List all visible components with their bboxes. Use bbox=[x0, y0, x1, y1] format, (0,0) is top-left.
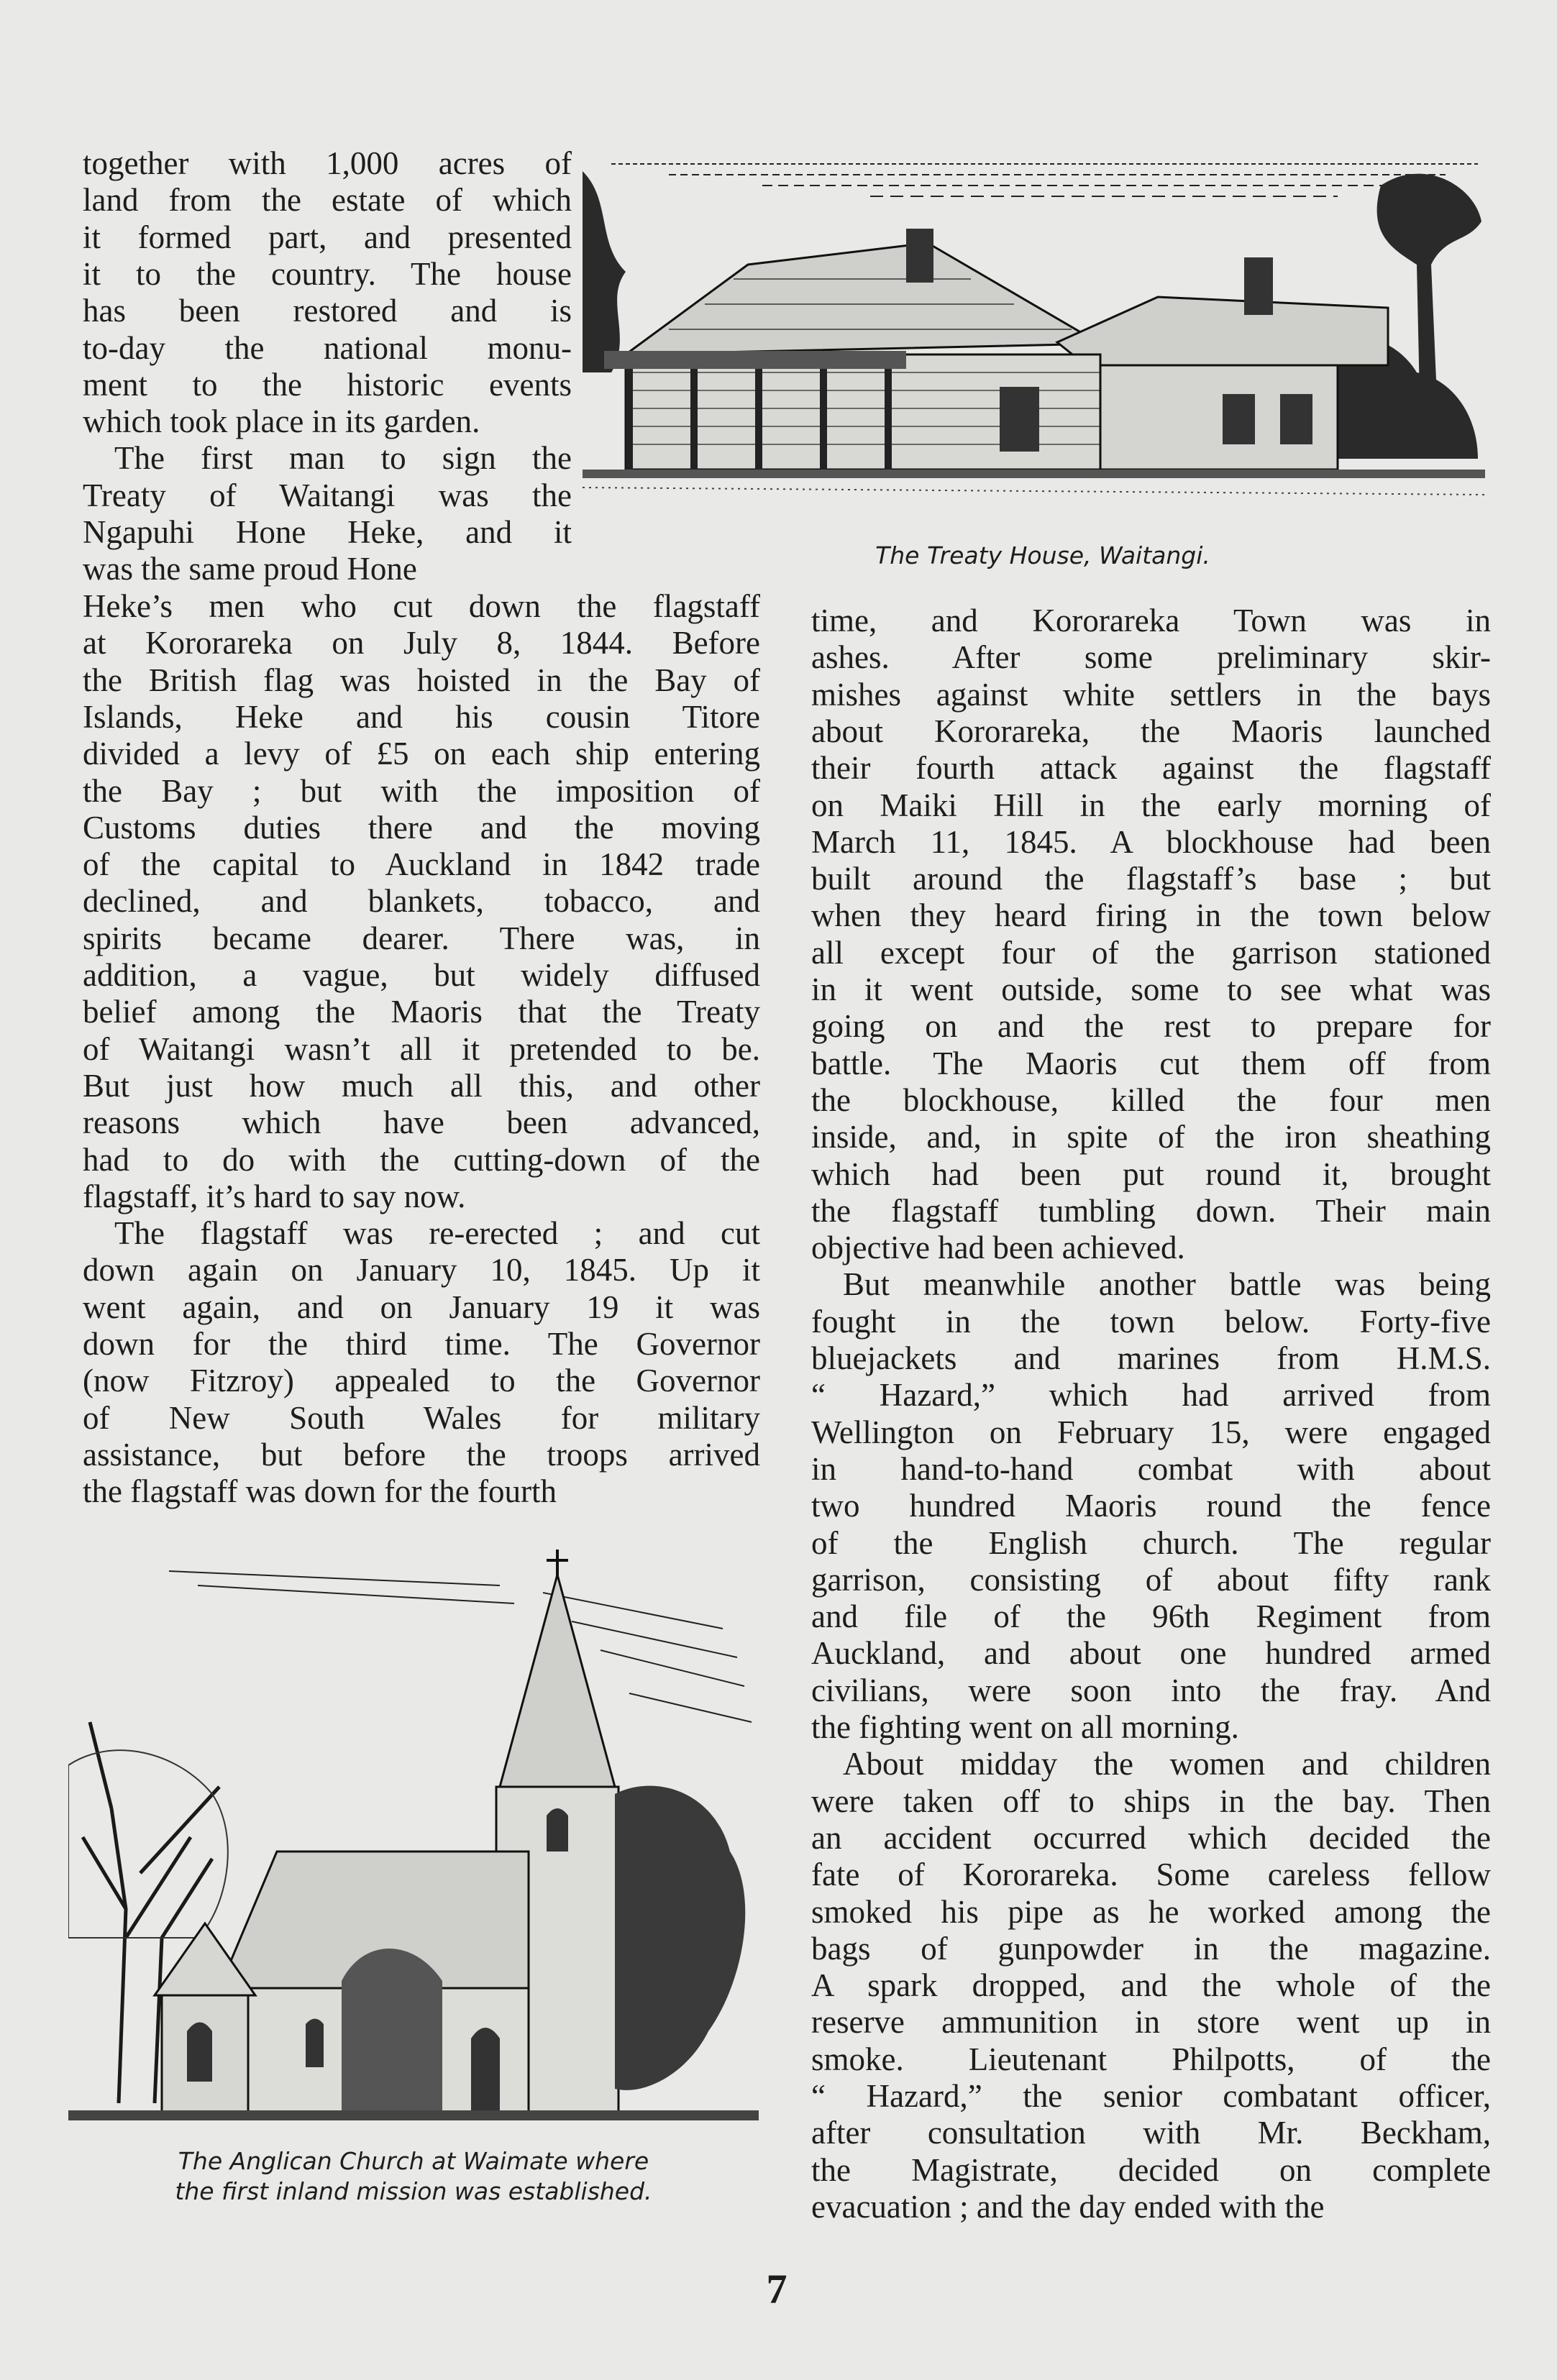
column-2-line: built around the flagstaff’s base ; but bbox=[811, 861, 1491, 897]
column-1-line: spirits became dearer. There was, in bbox=[83, 920, 760, 956]
column-1-line: But just how much all this, and other bbox=[83, 1067, 760, 1104]
column-1-line: reasons which have been advanced, bbox=[83, 1104, 760, 1141]
column-1-top-line: it to the country. The house bbox=[83, 255, 572, 292]
church-caption-line-2: the first inland mission was established. bbox=[175, 2177, 652, 2205]
column-2-line: an accident occurred which decided the bbox=[811, 1819, 1491, 1856]
column-1-line: The flagstaff was re-erected ; and cut bbox=[114, 1215, 760, 1252]
column-1-top-line: was the same proud Hone bbox=[83, 551, 417, 587]
column-1-line: went again, and on January 19 it was bbox=[83, 1289, 760, 1325]
column-2-line: battle. The Maoris cut them off from bbox=[811, 1045, 1491, 1081]
column-2-line: in hand-to-hand combat with about bbox=[811, 1450, 1491, 1487]
column-2-line: on Maiki Hill in the early morning of bbox=[811, 787, 1491, 823]
column-2-line: inside, and, in spite of the iron sheathing bbox=[811, 1119, 1491, 1155]
column-1-top-line: it formed part, and presented bbox=[83, 219, 572, 255]
column-1-top-line: ment to the historic events bbox=[83, 366, 572, 403]
column-1-line: addition, a vague, but widely diffused bbox=[83, 957, 760, 993]
column-2-line: garrison, consisting of about fifty rank bbox=[811, 1561, 1491, 1598]
column-1-line: Customs duties there and the moving bbox=[83, 809, 760, 846]
column-1-line: the British flag was hoisted in the Bay of bbox=[83, 662, 760, 698]
column-2-line: ashes. After some preliminary skir- bbox=[811, 639, 1491, 676]
column-2-line: fate of Kororareka. Some careless fellow bbox=[811, 1857, 1491, 1893]
column-1-line: of New South Wales for military bbox=[83, 1399, 760, 1436]
page-number: 7 bbox=[766, 2266, 787, 2312]
column-1-top-line: which took place in its garden. bbox=[83, 403, 480, 440]
column-2-line: were taken off to ships in the bay. Then bbox=[811, 1782, 1491, 1819]
column-2-line: and file of the 96th Regiment from bbox=[811, 1598, 1491, 1635]
column-1-line: at Kororareka on July 8, 1844. Before bbox=[83, 625, 760, 662]
column-2-line: the flagstaff tumbling down. Their main bbox=[811, 1192, 1491, 1229]
column-2-line: “ Hazard,” which had arrived from bbox=[811, 1377, 1491, 1414]
column-1-top-line: to-day the national monu- bbox=[83, 329, 572, 366]
column-2-line: mishes against white settlers in the bays bbox=[811, 676, 1491, 713]
column-1-top-line: Ngapuhi Hone Heke, and it bbox=[83, 514, 572, 550]
column-1-line: (now Fitzroy) appealed to the Governor bbox=[83, 1363, 760, 1399]
column-2-line: March 11, 1845. A blockhouse had been bbox=[811, 823, 1491, 860]
column-1-line: assistance, but before the troops arrived bbox=[83, 1436, 760, 1473]
column-2-line: fought in the town below. Forty-five bbox=[811, 1303, 1491, 1340]
column-2-line: Wellington on February 15, were engaged bbox=[811, 1414, 1491, 1450]
column-2-line: the Magistrate, decided on complete bbox=[811, 2151, 1491, 2188]
church-caption-line-1: The Anglican Church at Waimate where bbox=[178, 2147, 649, 2175]
column-1-line: down for the third time. The Governor bbox=[83, 1326, 760, 1362]
column-2-line: of the English church. The regular bbox=[811, 1524, 1491, 1561]
column-2-line: which had been put round it, brought bbox=[811, 1155, 1491, 1192]
column-1-line: Islands, Heke and his cousin Titore bbox=[83, 698, 760, 735]
column-2-line: evacuation ; and the day ended with the bbox=[811, 2188, 1325, 2225]
column-2-line: all except four of the garrison stationed bbox=[811, 934, 1491, 971]
column-1-line: divided a levy of £5 on each ship entering bbox=[83, 736, 760, 772]
column-2-line: the blockhouse, killed the four men bbox=[811, 1081, 1491, 1118]
column-1-line: of Waitangi wasn’t all it pretended to be. bbox=[83, 1030, 760, 1067]
waimate-church-illustration bbox=[68, 1535, 759, 2125]
column-1-line: declined, and blankets, tobacco, and bbox=[83, 883, 760, 920]
column-2-line: in it went outside, some to see what was bbox=[811, 971, 1491, 1007]
column-1-line: had to do with the cutting-down of the bbox=[83, 1141, 760, 1178]
column-2-line: their fourth attack against the flagstaff bbox=[811, 750, 1491, 787]
column-1-line: the Bay ; but with the imposition of bbox=[83, 772, 760, 809]
treaty-house-caption: The Treaty House, Waitangi. bbox=[875, 541, 1210, 569]
column-2-line: objective had been achieved. bbox=[811, 1230, 1185, 1266]
column-2-line: “ Hazard,” the senior combatant officer, bbox=[811, 2078, 1491, 2114]
column-2-line: about Kororareka, the Maoris launched bbox=[811, 713, 1491, 749]
column-2-line: two hundred Maoris round the fence bbox=[811, 1488, 1491, 1524]
column-2-line: But meanwhile another battle was being bbox=[843, 1266, 1491, 1303]
column-1-line: belief among the Maoris that the Treaty bbox=[83, 994, 760, 1030]
column-2-line: the fighting went on all morning. bbox=[811, 1709, 1239, 1745]
column-1-line: the flagstaff was down for the fourth bbox=[83, 1473, 557, 1510]
column-1-line: of the capital to Auckland in 1842 trade bbox=[83, 846, 760, 883]
column-2-line: after consultation with Mr. Beckham, bbox=[811, 2115, 1491, 2151]
column-2-line: bags of gunpowder in the magazine. bbox=[811, 1930, 1491, 1967]
column-2-line: A spark dropped, and the whole of the bbox=[811, 1967, 1491, 2004]
column-2-line: smoked his pipe as he worked among the bbox=[811, 1893, 1491, 1930]
treaty-house-illustration bbox=[583, 157, 1485, 531]
column-1-line: flagstaff, it’s hard to say now. bbox=[83, 1178, 466, 1214]
column-1-top-line: land from the estate of which bbox=[83, 182, 572, 219]
column-2-line: time, and Kororareka Town was in bbox=[811, 603, 1491, 639]
column-2-line: reserve ammunition in store went up in bbox=[811, 2004, 1491, 2041]
column-2-line: About midday the women and children bbox=[843, 1746, 1491, 1782]
column-2-line: smoke. Lieutenant Philpotts, of the bbox=[811, 2041, 1491, 2077]
column-1-line: Heke’s men who cut down the flagstaff bbox=[83, 588, 760, 624]
column-1-line: down again on January 10, 1845. Up it bbox=[83, 1252, 760, 1289]
column-2-line: when they heard firing in the town below bbox=[811, 897, 1491, 934]
column-1-top-line: Treaty of Waitangi was the bbox=[83, 477, 572, 513]
column-2-line: bluejackets and marines from H.M.S. bbox=[811, 1340, 1491, 1376]
column-2-line: going on and the rest to prepare for bbox=[811, 1008, 1491, 1045]
column-2-line: civilians, were soon into the fray. And bbox=[811, 1672, 1491, 1708]
column-2-line: Auckland, and about one hundred armed bbox=[811, 1635, 1491, 1672]
column-1-top-line: The first man to sign the bbox=[114, 440, 572, 477]
column-1-top-line: together with 1,000 acres of bbox=[83, 145, 572, 181]
column-1-top-line: has been restored and is bbox=[83, 293, 572, 329]
